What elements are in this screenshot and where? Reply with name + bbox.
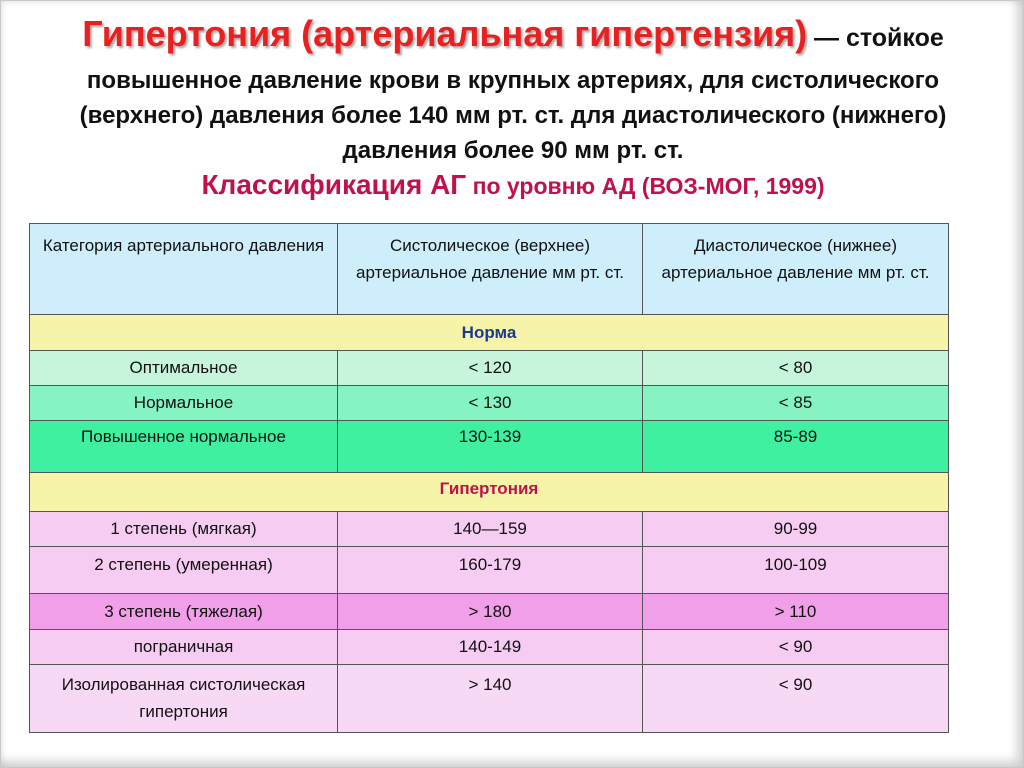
- slide-title: [1, 13, 1024, 55]
- definition-text: повышенное давление крови в крупных артериях, для систолического (верхнего) давления более 140 мм рт. ст. для диастолического (нижнего) давления более 90 мм рт. ст.: [79, 67, 947, 164]
- classification-subtitle: [1, 169, 1024, 201]
- cell-category: 1 степень (мягкая): [30, 512, 338, 547]
- table-header-row: [30, 224, 949, 315]
- cell-diastolic: < 80: [643, 351, 949, 386]
- cell-diastolic: < 90: [643, 630, 949, 665]
- cell-category: пограничная: [30, 630, 338, 665]
- cell-category: 2 степень (умеренная): [30, 547, 338, 594]
- cell-category: 3 степень (тяжелая): [30, 594, 338, 630]
- table-row: [30, 594, 949, 630]
- cell-systolic: < 130: [338, 386, 643, 421]
- title-dash-text: — стойкое: [807, 24, 944, 52]
- cell-category: Оптимальное: [30, 351, 338, 386]
- header-diastolic: Диастолическое (нижнее) артериальное давление мм рт. ст.: [643, 224, 949, 315]
- subtitle-detail: по уровню АД (ВОЗ-МОГ, 1999): [466, 173, 825, 199]
- table-row: [30, 512, 949, 547]
- cell-systolic: < 120: [338, 351, 643, 386]
- header-category: Категория артериального давления: [30, 224, 338, 315]
- header-systolic: Систолическое (верхнее) артериальное давление мм рт. ст.: [338, 224, 643, 315]
- cell-systolic: 140-149: [338, 630, 643, 665]
- subtitle-main: Классификация АГ: [201, 169, 467, 200]
- cell-systolic: > 140: [338, 665, 643, 733]
- table-row: [30, 665, 949, 733]
- cell-category: Изолированная систолическая гипертония: [30, 665, 338, 733]
- cell-diastolic: 100-109: [643, 547, 949, 594]
- table-row: [30, 547, 949, 594]
- cell-diastolic: > 110: [643, 594, 949, 630]
- title-term: Гипертония (артериальная гипертензия): [82, 13, 808, 54]
- cell-systolic: > 180: [338, 594, 643, 630]
- cell-systolic: 130-139: [338, 421, 643, 473]
- cell-category: Повышенное нормальное: [30, 421, 338, 473]
- section-row-norm: [30, 315, 949, 351]
- cell-diastolic: < 90: [643, 665, 949, 733]
- cell-category: Нормальное: [30, 386, 338, 421]
- cell-diastolic: < 85: [643, 386, 949, 421]
- table-row: [30, 351, 949, 386]
- table-row: [30, 421, 949, 473]
- section-row-hypertension: [30, 473, 949, 512]
- table-row: [30, 386, 949, 421]
- cell-diastolic: 90-99: [643, 512, 949, 547]
- table-row: [30, 630, 949, 665]
- classification-table: [29, 223, 949, 733]
- cell-systolic: 160-179: [338, 547, 643, 594]
- section-label-hypertension: Гипертония: [30, 473, 949, 512]
- cell-diastolic: 85-89: [643, 421, 949, 473]
- section-label-norm: Норма: [30, 315, 949, 351]
- cell-systolic: 140—159: [338, 512, 643, 547]
